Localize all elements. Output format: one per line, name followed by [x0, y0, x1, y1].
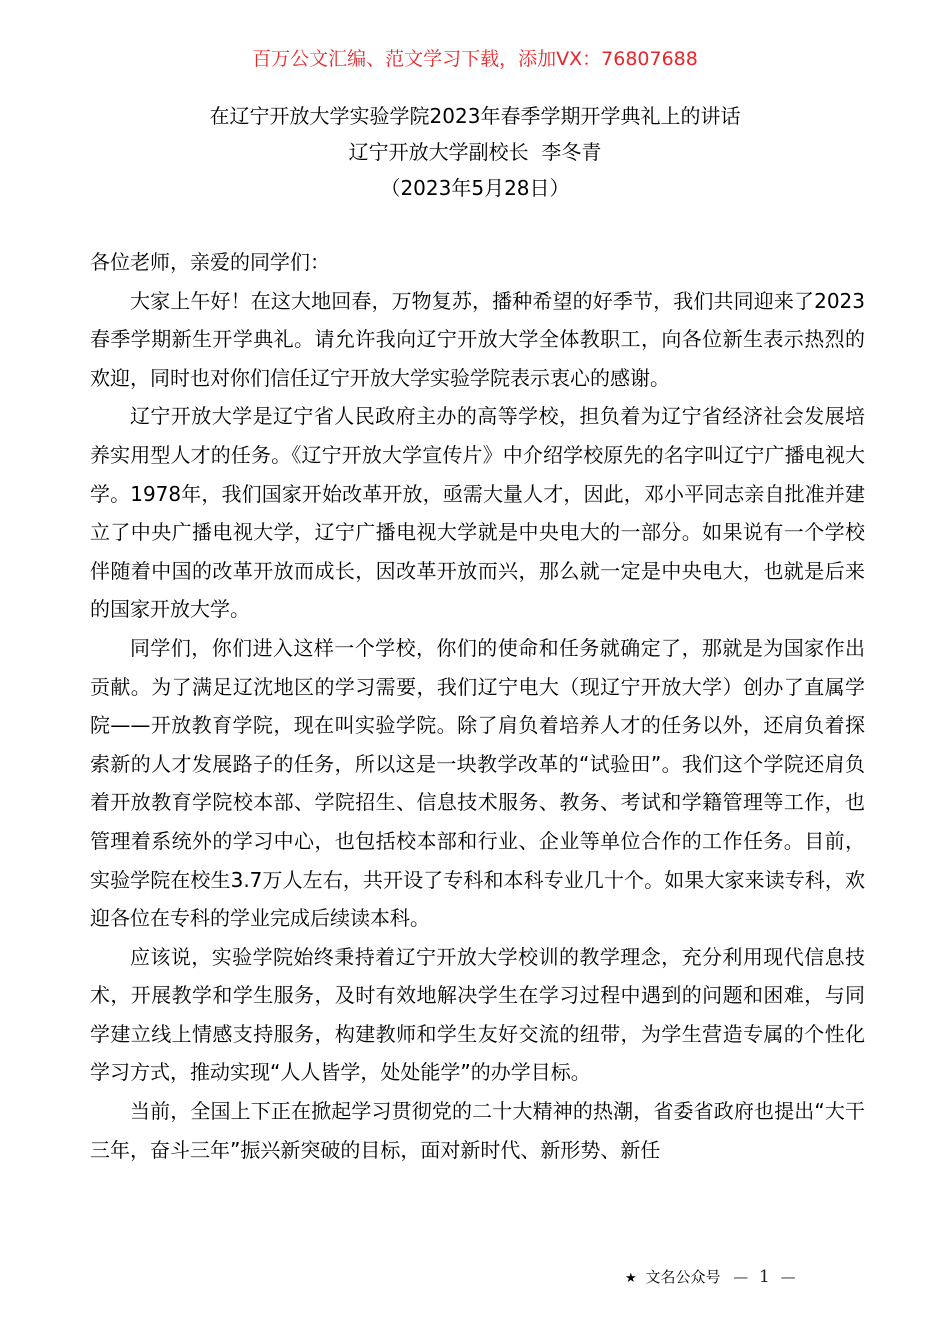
speaker-line: 辽宁开放大学副校长 李冬青	[348, 140, 602, 164]
dash-left: —	[733, 1268, 749, 1286]
paragraph-welcome: 大家上午好！在这大地回春，万物复苏，播种希望的好季节，我们共同迎来了2023春季学期新生开学典礼。请允许我向辽宁开放大学全体教职工，向各位新生表示热烈的欢迎，同时也对你们信任辽宁开放大学实验学院表示衷心的感谢。	[90, 288, 865, 390]
salutation: 各位老师，亲爱的同学们：	[90, 250, 330, 274]
document-header	[0, 98, 950, 206]
page-footer	[625, 1265, 796, 1291]
speech-date: （2023年5月28日）	[380, 176, 570, 200]
dash-right: —	[780, 1268, 796, 1286]
star-icon: ★	[625, 1271, 637, 1286]
paragraph-current: 当前，全国上下正在掀起学习贯彻党的二十大精神的热潮，省委省政府也提出“大干三年，奋斗三年”振兴新突破的目标，面对新时代、新形势、新任	[90, 1099, 865, 1162]
footer-label: 文名公众号	[645, 1268, 721, 1286]
paragraph-mission: 同学们，你们进入这样一个学校，你们的使命和任务就确定了，那就是为国家作出贡献。为了满足辽沈地区的学习需要，我们辽宁电大（现辽宁开放大学）创办了直属学院——开放教育学院，现在叫实验学院。除了肩负着培养人才的任务以外，还肩负着探索新的人才发展路子的任务，所以这是一块教学改革的“试验田”。我们这个学院还肩负着开放教育学院校本部、学院招生、信息技术服务、教务、考试和学籍管理等工作，也管理着系统外的学习中心，也包括校本部和行业、企业等单位合作的工作任务。目前，实验学院在校生3.7万人左右，共开设了专科和本科专业几十个。如果大家来读专科，欢迎各位在专科的学业完成后续读本科。	[90, 635, 865, 931]
paragraph-history: 辽宁开放大学是辽宁省人民政府主办的高等学校，担负着为辽宁省经济社会发展培养实用型人才的任务。《辽宁开放大学宣传片》中介绍学校原先的名字叫辽宁广播电视大学。1978年，我们国家开始改革开放，亟需大量人才，因此，邓小平同志亲自批准并建立了中央广播电视大学，辽宁广播电视大学就是中央电大的一部分。如果说有一个学校伴随着中国的改革开放而成长，因改革开放而兴，那么就一定是中央电大，也就是后来的国家开放大学。	[90, 404, 865, 622]
paragraph-philosophy: 应该说，实验学院始终秉持着辽宁开放大学校训的教学理念，充分利用现代信息技术，开展教学和学生服务，及时有效地解决学生在学习过程中遇到的问题和困难，与同学建立线上情感支持服务，构建教师和学生友好交流的纽带，为学生营造专属的个性化学习方式，推动实现“人人皆学，处处能学”的办学目标。	[90, 944, 865, 1085]
watermark-banner: 百万公文汇编、范文学习下载，添加VX：76807688	[252, 48, 698, 70]
page-number: 1	[759, 1267, 770, 1287]
document-title: 在辽宁开放大学实验学院2023年春季学期开学典礼上的讲话	[209, 104, 741, 128]
document-body	[90, 243, 865, 1169]
